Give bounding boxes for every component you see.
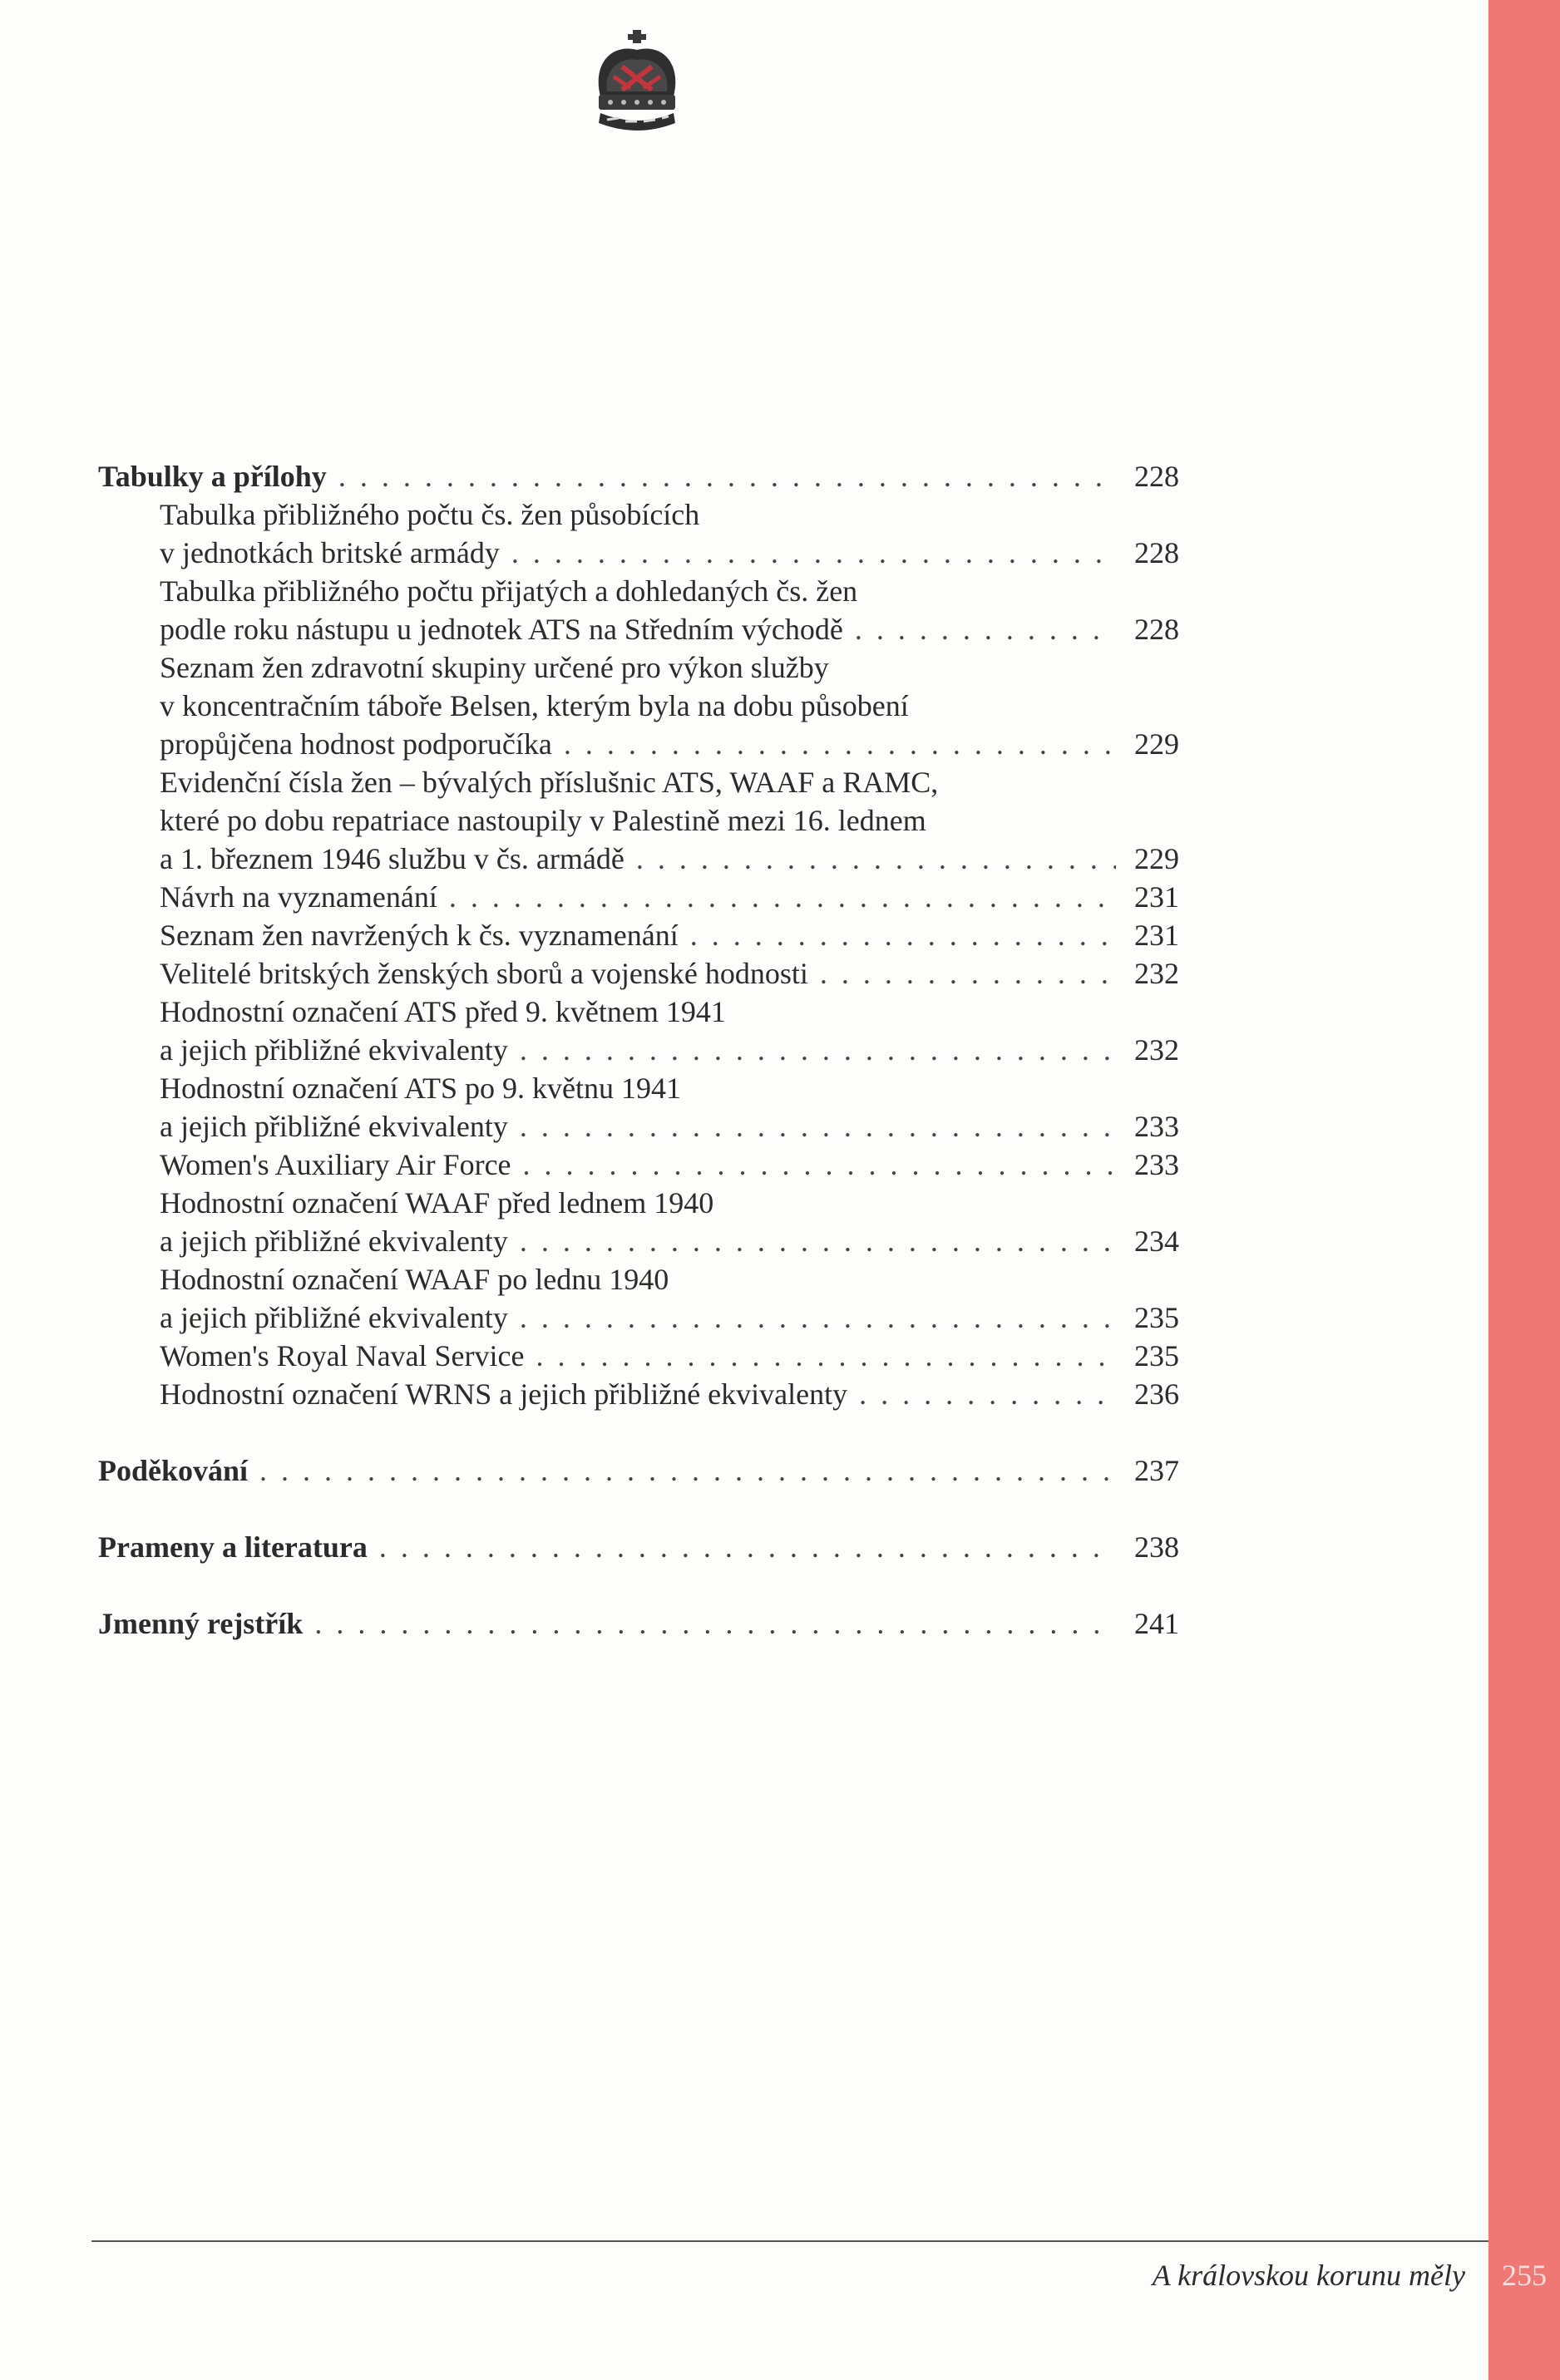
dot-leader [520,1298,1116,1337]
toc-entry-t6[interactable] [160,916,1179,954]
running-footer-title: A královskou korunu měly [1152,2259,1465,2292]
toc-page-number: 228 [1134,460,1179,493]
toc-entry-t13[interactable] [160,1337,1179,1375]
toc-page-number: 236 [1134,1377,1179,1411]
toc-entry-line: Tabulka přibližného počtu čs. žen působících [160,498,700,531]
dot-leader [520,1031,1116,1069]
dot-leader [859,1375,1116,1413]
dot-leader [379,1528,1116,1566]
toc-entry-label: a jejich přibližné ekvivalenty [160,1224,508,1258]
dot-leader [520,1222,1116,1260]
toc-entry-t9[interactable] [160,1107,1179,1146]
toc-entry-t14[interactable] [160,1375,1179,1413]
toc-entry-t11[interactable] [160,1222,1179,1260]
toc-page-number: 234 [1134,1224,1179,1258]
toc-page-number: 228 [1134,613,1179,646]
toc-page-number: 229 [1134,727,1179,761]
toc-entry-line: Tabulka přibližného počtu přijatých a dohledaných čs. žen [160,574,858,608]
toc-page-number: 232 [1134,1033,1179,1067]
toc-entry-label: a jejich přibližné ekvivalenty [160,1110,508,1143]
toc-page-number: 232 [1134,957,1179,990]
dot-leader [523,1146,1116,1184]
toc-entry-label: propůjčena hodnost podporučíka [160,727,552,761]
toc-entry-line: které po dobu repatriace nastoupily v Palestině mezi 16. lednem [160,804,926,837]
toc-page-number: 228 [1134,536,1179,569]
toc-entry-t8[interactable] [160,1031,1179,1069]
toc-entry-label: Women's Auxiliary Air Force [160,1148,511,1181]
toc-entry-t12[interactable] [160,1298,1179,1337]
toc-entry-label: Hodnostní označení WRNS a jejich přibližné ekvivalenty [160,1377,848,1411]
toc-entry-line: Seznam žen zdravotní skupiny určené pro výkon služby [160,651,829,684]
toc-page-number: 235 [1134,1301,1179,1334]
toc-page-number: 241 [1134,1607,1179,1640]
toc-entry-t3[interactable] [160,725,1179,763]
toc-page-number: 238 [1134,1530,1179,1564]
toc-entry-acknowledgements[interactable] [98,1451,1179,1490]
footer-rule [91,2240,1488,2242]
toc-entry-tables[interactable] [98,457,1179,495]
toc-entry-t5[interactable] [160,878,1179,916]
dot-leader [259,1451,1116,1490]
dot-leader [820,954,1116,993]
dot-leader [314,1604,1116,1643]
toc-page-number: 235 [1134,1339,1179,1372]
toc-entry-label: Women's Royal Naval Service [160,1339,525,1372]
toc-page-number: 229 [1134,842,1179,875]
toc-entry-line: Hodnostní označení WAAF před lednem 1940 [160,1186,714,1220]
dot-leader [449,878,1116,916]
toc-entry-label: a jejich přibližné ekvivalenty [160,1033,508,1067]
toc-entry-label: a 1. březnem 1946 službu v čs. armádě [160,842,624,875]
toc-page-number: 233 [1134,1148,1179,1181]
toc-entry-sources[interactable] [98,1528,1179,1566]
toc-entry-t7[interactable] [160,954,1179,993]
toc-entry-t4[interactable] [160,840,1179,878]
toc-entry-line: Hodnostní označení WAAF po lednu 1940 [160,1263,669,1296]
page-number: 255 [1502,2259,1547,2292]
dot-leader [690,916,1116,954]
dot-leader [855,610,1116,648]
side-color-band [1488,0,1560,2380]
toc-entry-label: a jejich přibližné ekvivalenty [160,1301,508,1334]
dot-leader [536,1337,1116,1375]
toc-entry-label: Seznam žen navržených k čs. vyznamenání [160,919,679,952]
toc-entry-label: podle roku nástupu u jednotek ATS na Středním východě [160,613,843,646]
toc-entry-label: Tabulky a přílohy [98,460,327,493]
toc-entry-index[interactable] [98,1604,1179,1643]
dot-leader [636,840,1116,878]
toc-entry-t10[interactable] [160,1146,1179,1184]
dot-leader [520,1107,1116,1146]
toc-entry-t1[interactable] [160,534,1179,572]
crown-icon [589,30,685,140]
toc-entry-label: Poděkování [98,1454,249,1487]
toc-entry-label: Jmenný rejstřík [98,1607,304,1640]
toc-entry-label: v jednotkách britské armády [160,536,500,569]
toc-page-number: 233 [1134,1110,1179,1143]
toc-entry-line: Evidenční čísla žen – bývalých příslušnic ATS, WAAF a RAMC, [160,766,939,799]
toc-page-number: 237 [1134,1454,1179,1487]
toc-entry-line: Hodnostní označení ATS před 9. květnem 1941 [160,995,726,1028]
dot-leader [564,725,1116,763]
toc-entry-t2[interactable] [160,610,1179,648]
toc-entry-line: v koncentračním táboře Belsen, kterým byla na dobu působení [160,689,909,722]
dot-leader [511,534,1116,572]
toc-page-number: 231 [1134,880,1179,914]
toc-entry-label: Prameny a literatura [98,1530,368,1564]
toc-entry-label: Velitelé britských ženských sborů a vojenské hodnosti [160,957,808,990]
dot-leader [338,457,1116,495]
toc-entry-line: Hodnostní označení ATS po 9. květnu 1941 [160,1072,681,1105]
toc-entry-label: Návrh na vyznamenání [160,880,437,914]
toc-page-number: 231 [1134,919,1179,952]
